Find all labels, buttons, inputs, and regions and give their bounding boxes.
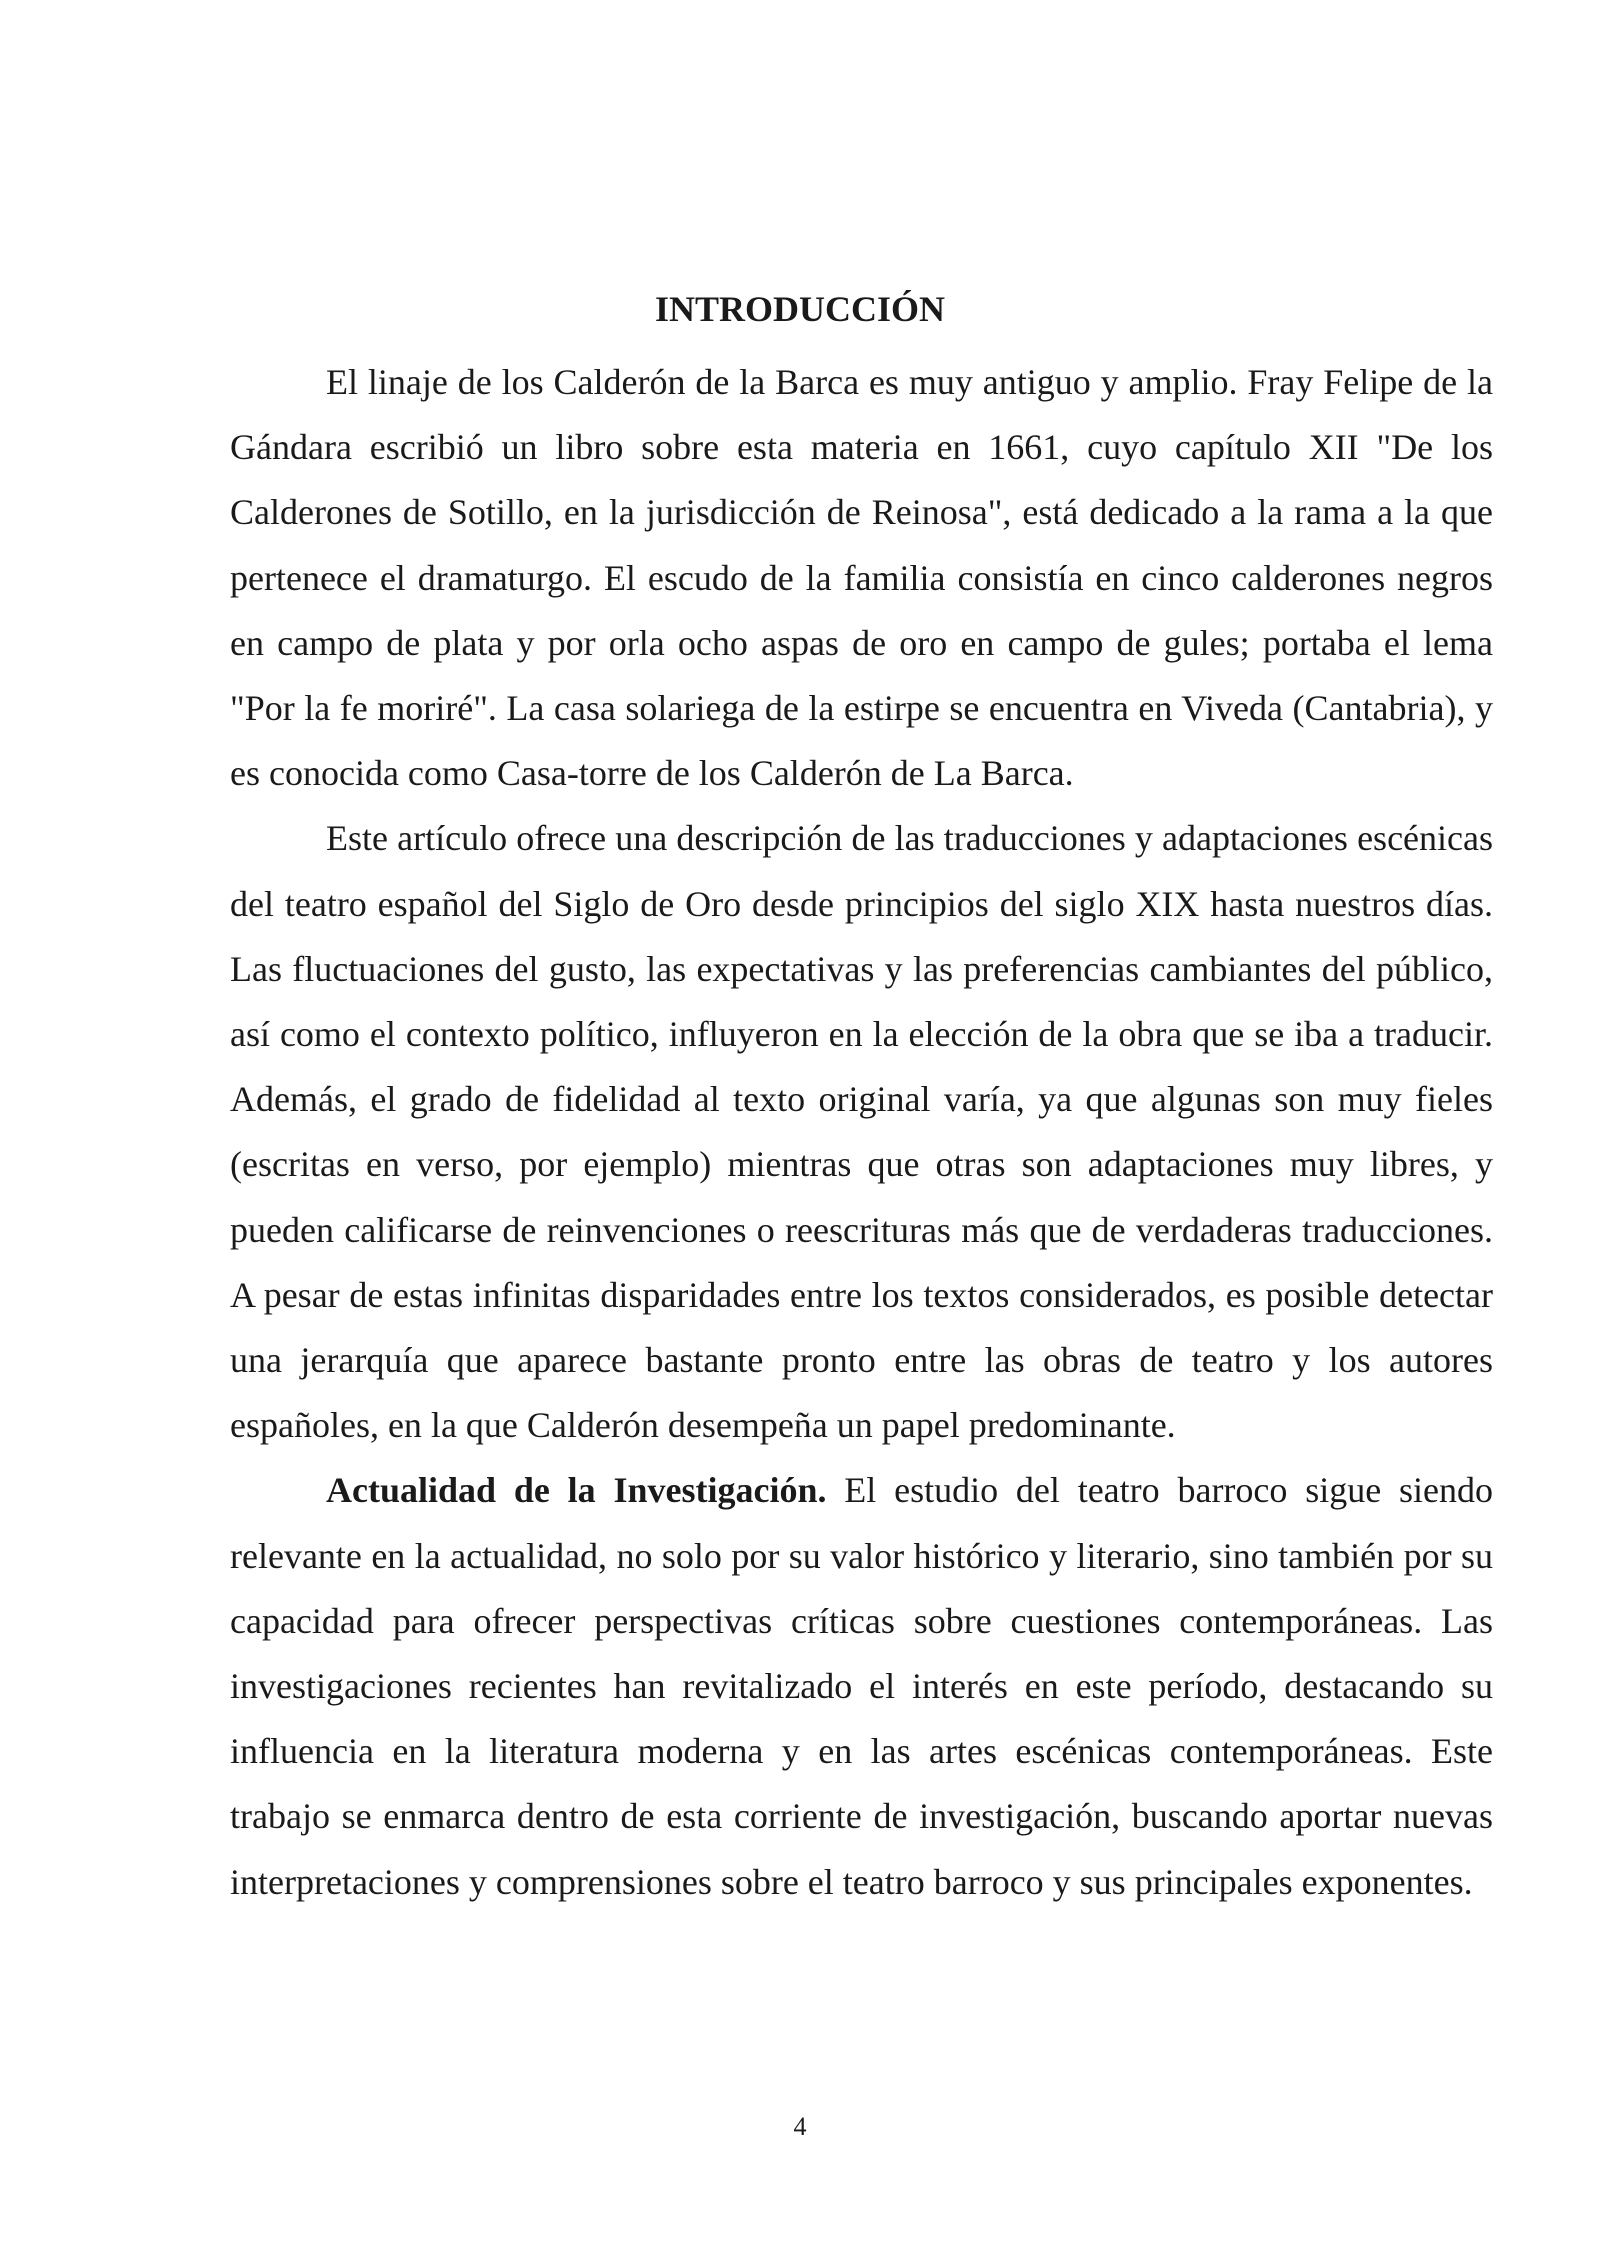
- paragraph-text: El estudio del teatro barroco sigue siendo relevante en la actualidad, no solo por su valor histórico y literario, sino también por su capacidad para ofrecer perspectivas críticas sobre cuestiones contemporáneas. Las investigaciones recientes han revitalizado el interés en este período, destacando su influencia en la literatura moderna y en las artes escénicas contemporáneas. Este trabajo se enmarca dentro de esta corriente de investigación, buscando aportar nuevas interpretaciones y comprensiones sobre el teatro barroco y sus principales exponentes.: [230, 1470, 1493, 1902]
- paragraph-actualidad: [230, 1458, 1493, 1914]
- paragraph-text: El linaje de los Calderón de la Barca es muy antiguo y amplio. Fray Felipe de la Gándara escribió un libro sobre esta materia en 1661, cuyo capítulo XII "De los Calderones de Sotillo, en la jurisdicción de Reinosa", está dedicado a la rama a la que pertenece el dramaturgo. El escudo de la familia consistía en cinco calderones negros en campo de plata y por orla ocho aspas de oro en campo de gules; portaba el lema "Por la fe moriré". La casa solariega de la estirpe se encuentra en Viveda (Cantabria), y es conocida como Casa-torre de los Calderón de La Barca.: [230, 362, 1493, 794]
- section-heading: Actualidad de la Investigación.: [326, 1470, 827, 1511]
- body-text: [230, 350, 1493, 1915]
- paragraph-text: Este artículo ofrece una descripción de las traducciones y adaptaciones escénicas del teatro español del Siglo de Oro desde principios del siglo XIX hasta nuestros días. Las fluctuaciones del gusto, las expectativas y las preferencias cambiantes del público, así como el contexto político, influyeron en la elección de la obra que se iba a traducir. Además, el grado de fidelidad al texto original varía, ya que algunas son muy fieles (escritas en verso, por ejemplo) mientras que otras son adaptaciones muy libres, y pueden calificarse de reinvenciones o reescrituras más que de verdaderas traducciones. A pesar de estas infinitas disparidades entre los textos considerados, es posible detectar una jerarquía que aparece bastante pronto entre las obras de teatro y los autores españoles, en la que Calderón desempeña un papel predominante.: [230, 818, 1493, 1446]
- paragraph-articulo: [230, 806, 1493, 1458]
- page-title: INTRODUCCIÓN: [654, 289, 946, 329]
- page-number: 4: [793, 2112, 807, 2141]
- paragraph-linaje: [230, 350, 1493, 806]
